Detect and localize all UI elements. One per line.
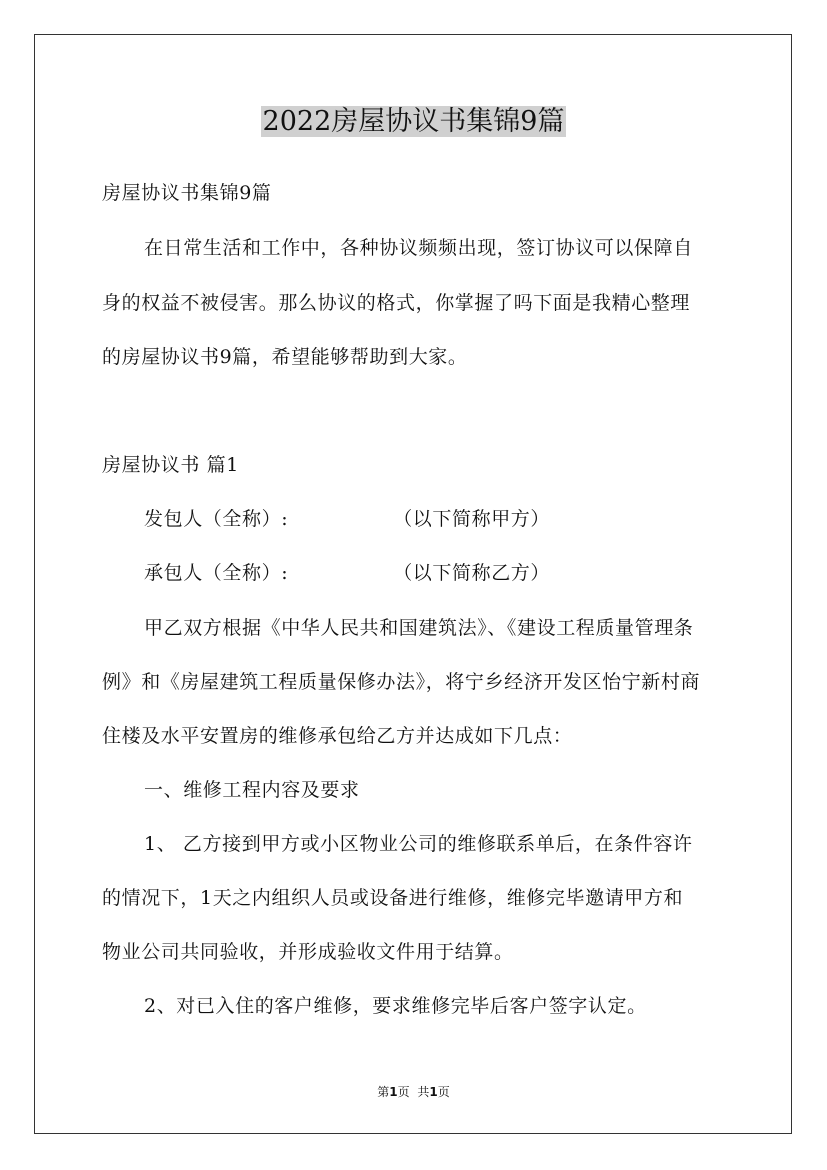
footer-page-prefix: 第 bbox=[377, 1085, 390, 1099]
footer-total-prefix: 共 bbox=[417, 1085, 430, 1099]
body-line-2: 例》和《房屋建筑工程质量保修办法》，将宁乡经济开发区怡宁新村商 bbox=[102, 671, 701, 693]
item1-line-3: 物业公司共同验收，并形成验收文件用于结算。 bbox=[102, 941, 514, 963]
body-line-3: 住楼及水平安置房的维修承包给乙方并达成如下几点： bbox=[102, 725, 573, 747]
party-contractor-note: （以下简称乙方） bbox=[393, 562, 551, 584]
footer-page-suffix: 页 bbox=[397, 1085, 410, 1099]
document-title-text: 2022房屋协议书集锦9篇 bbox=[262, 106, 565, 137]
party-contractor-label: 承包人（全称）: bbox=[144, 562, 289, 584]
item1-line-2: 的情况下，1天之内组织人员或设备进行维修，维修完毕邀请甲方和 bbox=[102, 887, 684, 909]
item-heading: 一、维修工程内容及要求 bbox=[144, 779, 360, 801]
party-employer-note: （以下简称甲方） bbox=[393, 508, 551, 530]
item2-line: 2、对已入住的客户维修，要求维修完毕后客户签字认定。 bbox=[144, 995, 647, 1017]
item1-line-1: 1、 乙方接到甲方或小区物业公司的维修联系单后，在条件容许 bbox=[144, 833, 693, 855]
intro-line-3: 的房屋协议书9篇，希望能够帮助到大家。 bbox=[102, 346, 468, 368]
page-footer bbox=[0, 1084, 827, 1100]
section-heading: 房屋协议书 篇1 bbox=[102, 454, 239, 476]
footer-page-number: 1 bbox=[389, 1085, 398, 1099]
footer-total-suffix: 页 bbox=[437, 1085, 450, 1099]
party-employer bbox=[144, 504, 550, 534]
body-line-1: 甲乙双方根据《中华人民共和国建筑法》、《建设工程质量管理条 bbox=[144, 617, 694, 639]
intro-line-2: 身的权益不被侵害。那么协议的格式，你掌握了吗下面是我精心整理 bbox=[102, 292, 691, 314]
document-title bbox=[0, 100, 827, 144]
party-contractor bbox=[144, 558, 550, 588]
document-subtitle: 房屋协议书集锦9篇 bbox=[102, 182, 272, 204]
party-employer-label: 发包人（全称）: bbox=[144, 508, 289, 530]
intro-line-1: 在日常生活和工作中，各种协议频频出现，签订协议可以保障自 bbox=[144, 237, 693, 259]
footer-total-number: 1 bbox=[429, 1085, 438, 1099]
